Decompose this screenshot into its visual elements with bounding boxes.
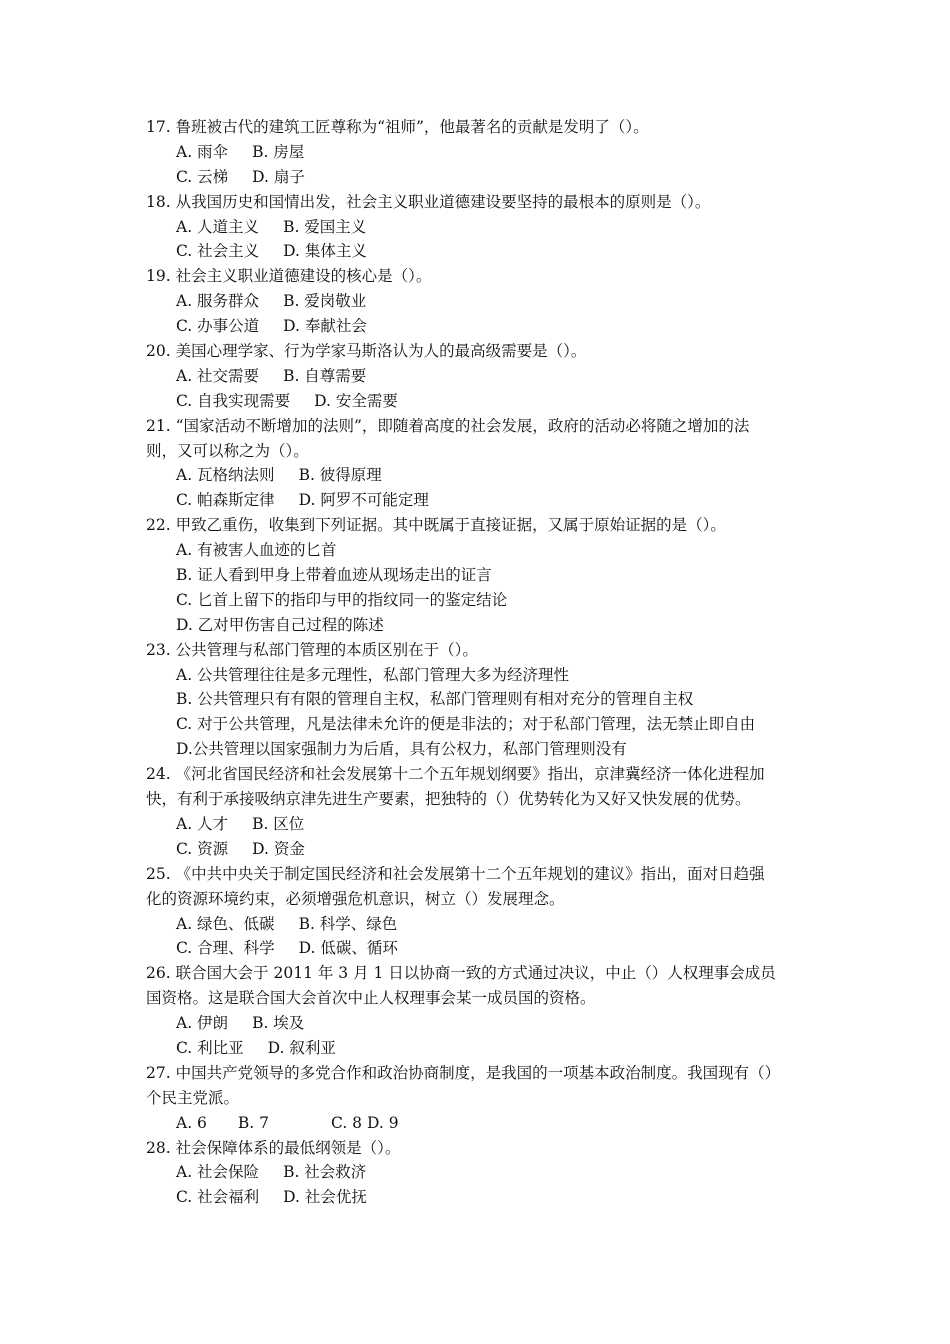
question-26: 26. 联合国大会于 2011 年 3 月 1 日以协商一致的方式通过决议，中止（）人权理事会成员 — [146, 964, 776, 983]
option-b: B. 彼得原理 — [298, 466, 382, 485]
option-c: C. 匕首上留下的指印与甲的指纹同一的鉴定结论 — [176, 590, 508, 609]
option-b: B. 爱国主义 — [283, 217, 367, 236]
option-d: D. 社会优抚 — [283, 1188, 367, 1207]
options-row — [146, 837, 810, 862]
option-a: A. 伊朗 — [176, 1014, 229, 1033]
option-a: A. 有被害人血迹的匕首 — [176, 541, 337, 560]
question-28: 28. 社会保障体系的最低纲领是（）。 — [146, 1138, 401, 1157]
option-c: C. 帕森斯定律 — [176, 491, 275, 510]
option-b: B. 公共管理只有有限的管理自主权，私部门管理则有相对充分的管理自主权 — [176, 690, 694, 709]
option-d: D.公共管理以国家强制力为后盾，具有公权力，私部门管理则没有 — [176, 740, 627, 759]
question-19: 19. 社会主义职业道德建设的核心是（）。 — [146, 267, 432, 286]
option-c: C. 云梯 — [176, 167, 229, 186]
option-d: D. 阿罗不可能定理 — [298, 491, 429, 510]
option-d: D. 安全需要 — [314, 391, 398, 410]
option-c: C. 合理、科学 — [176, 939, 275, 958]
options-row — [146, 215, 810, 240]
question-23: 23. 公共管理与私部门管理的本质区别在于（）。 — [146, 640, 478, 659]
option-b: B. 社会救济 — [283, 1163, 367, 1182]
option-a: A. 绿色、低碳 — [176, 914, 275, 933]
option-a: A. 人才 — [176, 814, 229, 833]
option-c: C. 对于公共管理，凡是法律未允许的便是非法的；对于私部门管理，法无禁止即自由 — [176, 715, 756, 734]
option-b: B. 区位 — [252, 814, 305, 833]
option-d: D. 集体主义 — [283, 242, 367, 261]
option-b: B. 房屋 — [252, 142, 305, 161]
option-d: D. 奉献社会 — [283, 317, 367, 336]
question-27-cont: 个民主党派。 — [146, 1088, 240, 1107]
options-row — [146, 165, 810, 190]
options-row — [146, 1036, 810, 1061]
question-21-cont: 则，又可以称之为（）。 — [146, 441, 309, 460]
options-row — [146, 912, 810, 937]
question-24: 24. 《河北省国民经济和社会发展第十二个五年规划纲要》指出，京津冀经济一体化进程加 — [146, 765, 765, 784]
option-a: A. 人道主义 — [176, 217, 260, 236]
option-c: C. 社会主义 — [176, 242, 260, 261]
question-27: 27. 中国共产党领导的多党合作和政治协商制度，是我国的一项基本政治制度。我国现有（） — [146, 1063, 781, 1082]
question-20: 20. 美国心理学家、行为学家马斯洛认为人的最高级需要是（）。 — [146, 342, 587, 361]
option-c: C. 利比亚 — [176, 1038, 244, 1057]
option-a: A. 社交需要 — [176, 366, 260, 385]
option-a: A. 社会保险 — [176, 1163, 260, 1182]
options-row — [146, 389, 810, 414]
options-row — [146, 936, 810, 961]
option-c: C. 办事公道 — [176, 317, 260, 336]
question-18: 18. 从我国历史和国情出发，社会主义职业道德建设要坚持的最根本的原则是（）。 — [146, 192, 711, 211]
option-d: D. 低碳、循环 — [298, 939, 398, 958]
options-row — [146, 1011, 810, 1036]
options-row — [146, 463, 810, 488]
options-row — [146, 812, 810, 837]
question-25: 25. 《中共中央关于制定国民经济和社会发展第十二个五年规划的建议》指出，面对日趋强 — [146, 864, 765, 883]
option-d: D. 乙对甲伤害自己过程的陈述 — [176, 615, 384, 634]
option-b: B. 爱岗敬业 — [283, 292, 367, 311]
question-24-cont: 快，有利于承接吸纳京津先进生产要素，把独特的（）优势转化为又好又快发展的优势。 — [146, 790, 751, 809]
question-list — [146, 115, 810, 1210]
option-a: A. 公共管理往往是多元理性，私部门管理大多为经济理性 — [176, 665, 570, 684]
question-21: 21. “国家活动不断增加的法则”，即随着高度的社会发展，政府的活动必将随之增加的法 — [146, 416, 750, 435]
question-26-cont: 国资格。这是联合国大会首次中止人权理事会某一成员国的资格。 — [146, 989, 596, 1008]
options-row — [146, 289, 810, 314]
option-c: C. 社会福利 — [176, 1188, 260, 1207]
option-d: D. 扇子 — [252, 167, 305, 186]
option-b: B. 证人看到甲身上带着血迹从现场走出的证言 — [176, 566, 492, 585]
options-row — [146, 239, 810, 264]
options-row — [146, 1185, 810, 1210]
option-d: D. 资金 — [252, 839, 305, 858]
question-25-cont: 化的资源环境约束，必须增强危机意识，树立（）发展理念。 — [146, 889, 565, 908]
option-d: D. 叙利亚 — [267, 1038, 336, 1057]
options-row — [146, 364, 810, 389]
option-b: B. 科学、绿色 — [298, 914, 398, 933]
question-17: 17. 鲁班被古代的建筑工匠尊称为“祖师”，他最著名的贡献是发明了（）。 — [146, 118, 649, 136]
options-row: A. 6 B. 7 C. 8 D. 9 — [176, 1113, 399, 1132]
option-a: A. 雨伞 — [176, 142, 229, 161]
option-b: B. 埃及 — [252, 1014, 305, 1033]
option-c: C. 自我实现需要 — [176, 391, 291, 410]
options-row — [146, 488, 810, 513]
options-row — [146, 1160, 810, 1185]
options-row — [146, 314, 810, 339]
option-c: C. 资源 — [176, 839, 229, 858]
option-b: B. 自尊需要 — [283, 366, 367, 385]
question-22: 22. 甲致乙重伤，收集到下列证据。其中既属于直接证据，又属于原始证据的是（）。 — [146, 516, 726, 535]
option-a: A. 服务群众 — [176, 292, 260, 311]
option-a: A. 瓦格纳法则 — [176, 466, 275, 485]
options-row — [146, 140, 810, 165]
